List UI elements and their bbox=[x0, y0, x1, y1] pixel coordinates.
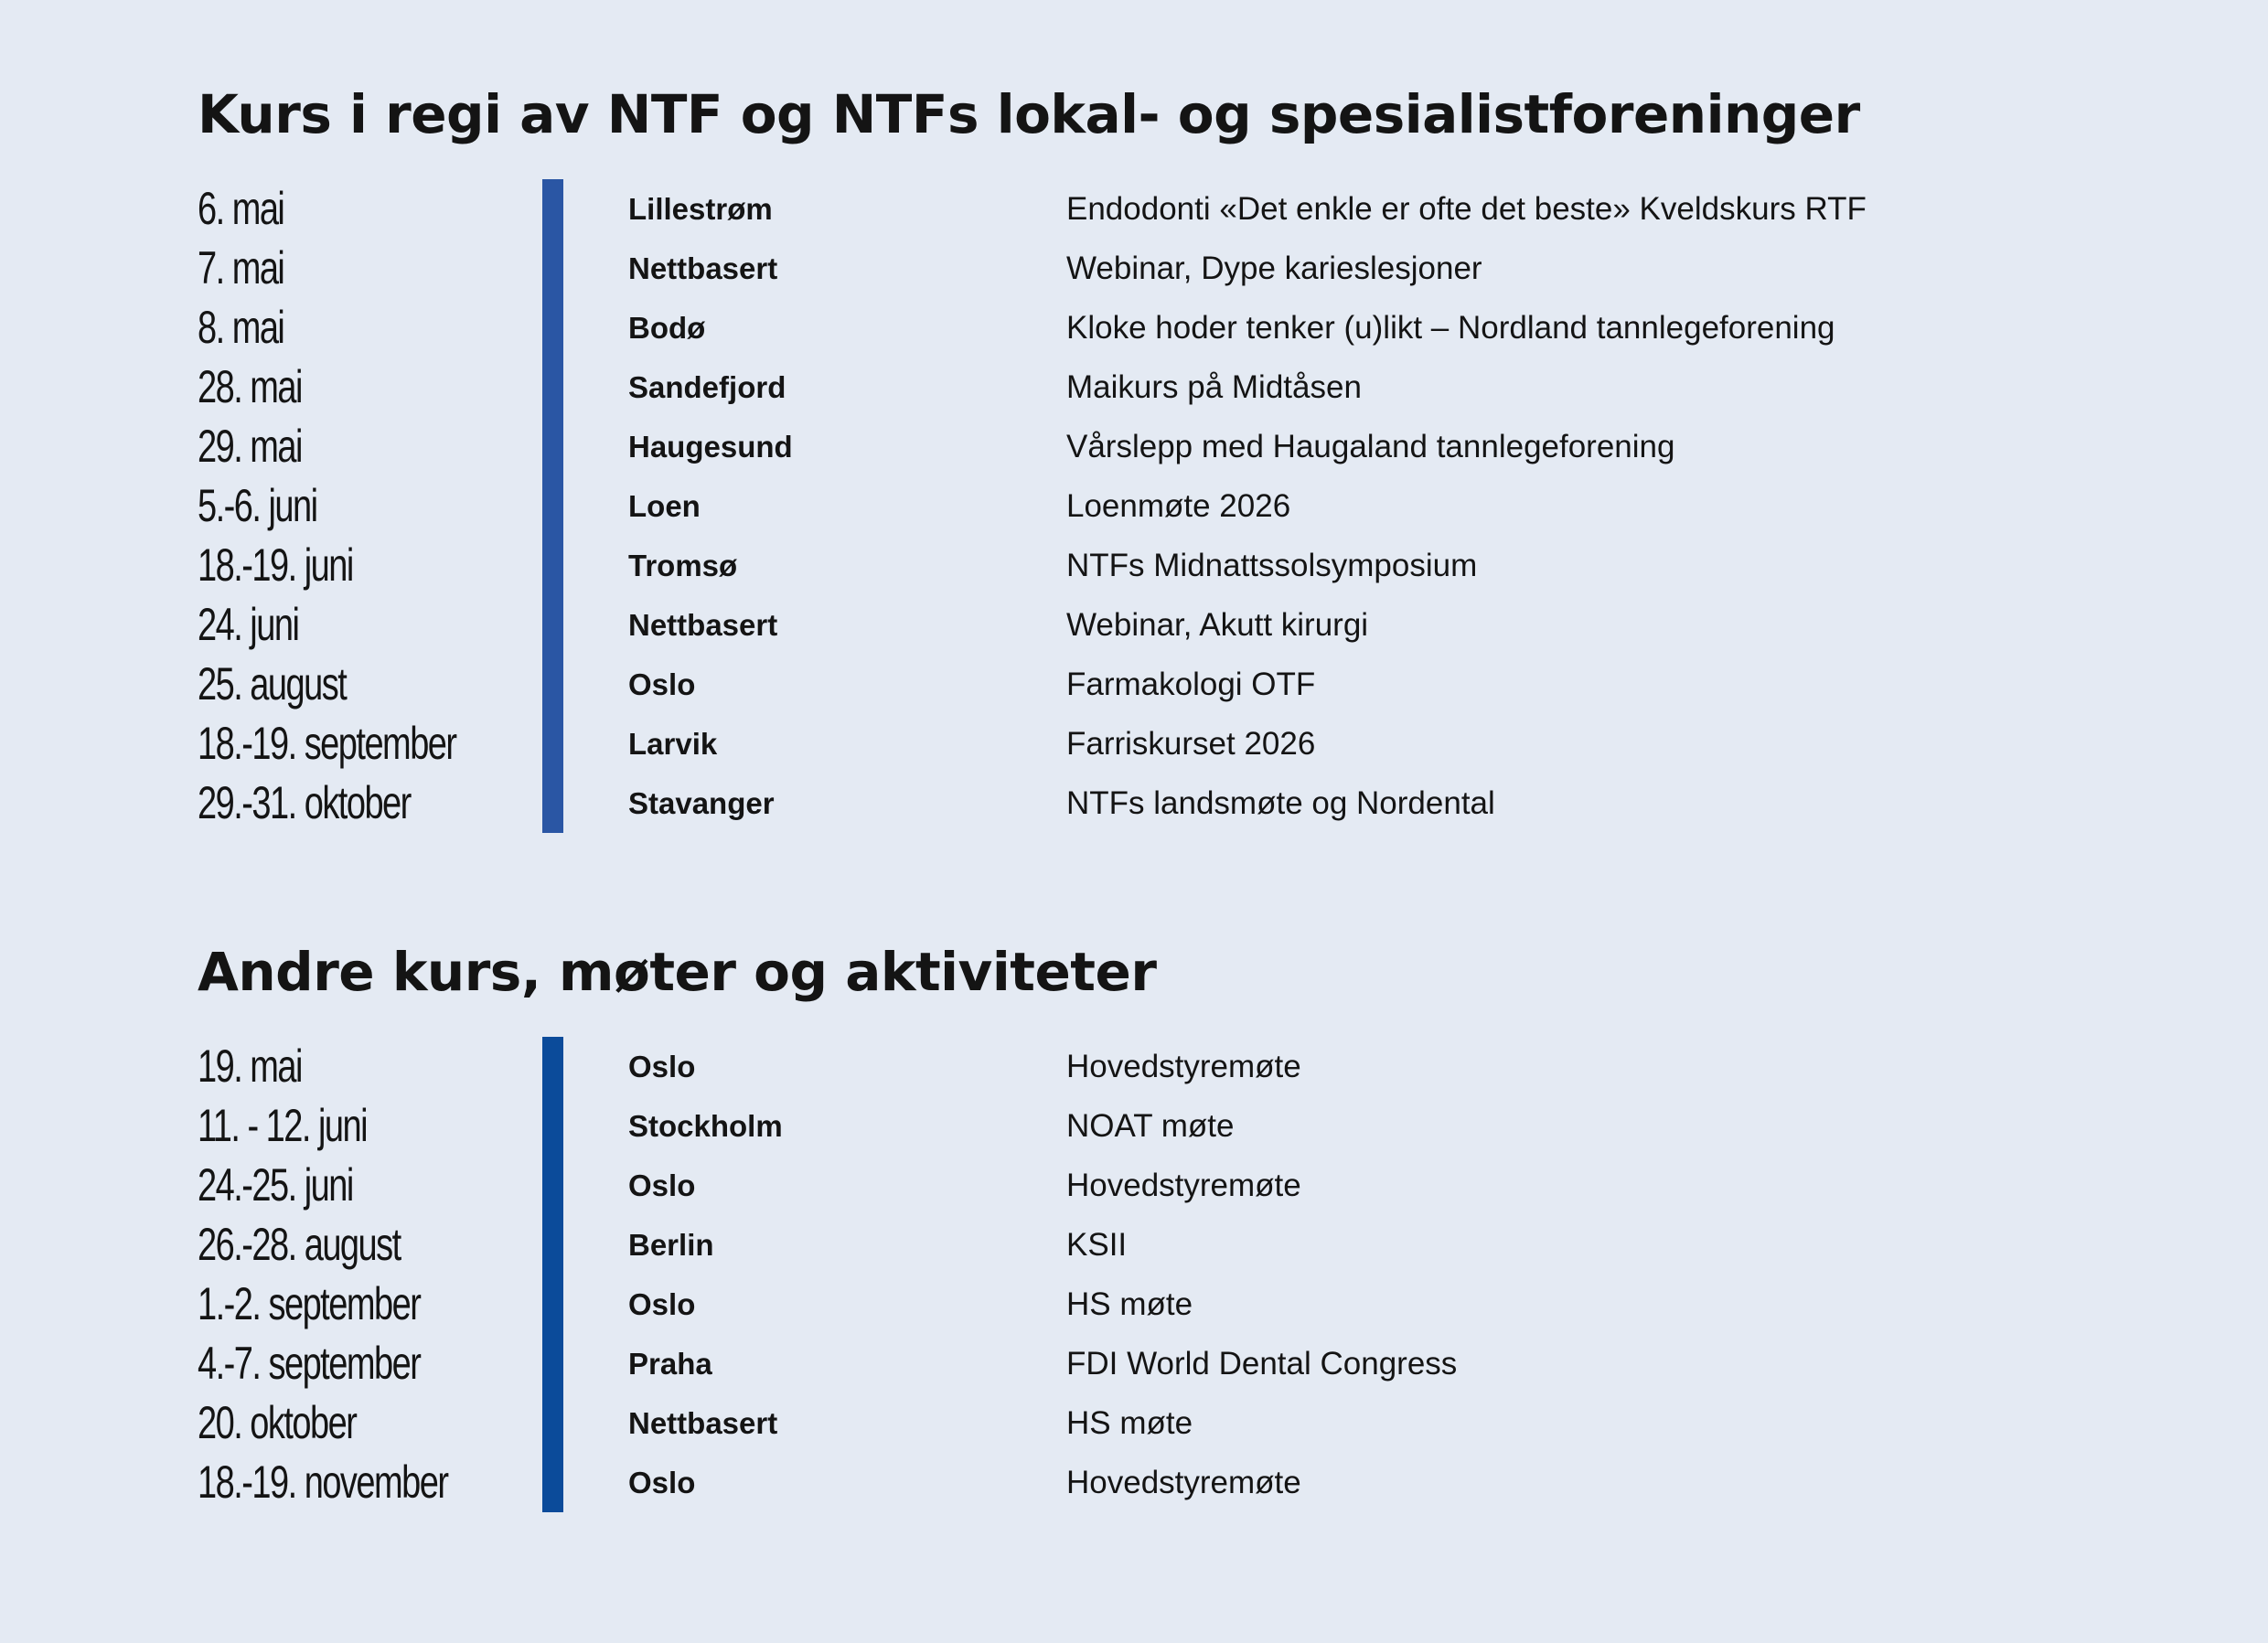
event-date: 29.-31. oktober bbox=[198, 777, 411, 828]
event-place: Oslo bbox=[628, 1050, 696, 1083]
event-date: 18.-19. juni bbox=[198, 539, 353, 591]
event-row bbox=[198, 1334, 2118, 1393]
event-row bbox=[198, 476, 2118, 536]
event-date: 4.-7. september bbox=[198, 1338, 421, 1389]
section-title: Andre kurs, møter og aktiviteter bbox=[198, 941, 1157, 1003]
event-row bbox=[198, 357, 2118, 417]
event-row bbox=[198, 1037, 2118, 1096]
event-place: Nettbasert bbox=[628, 1406, 778, 1440]
event-place: Loen bbox=[628, 489, 701, 523]
event-row bbox=[198, 1156, 2118, 1215]
event-description: Loenmøte 2026 bbox=[1066, 488, 1291, 524]
event-place: Haugesund bbox=[628, 430, 793, 464]
event-date: 24. juni bbox=[198, 599, 299, 650]
event-row bbox=[198, 1275, 2118, 1334]
event-row bbox=[198, 655, 2118, 714]
event-description: KSII bbox=[1066, 1227, 1128, 1263]
event-date: 1.-2. september bbox=[198, 1278, 421, 1329]
event-description: Endodonti «Det enkle er ofte det beste» Kveldskurs RTF bbox=[1066, 191, 1867, 227]
event-description: HS møte bbox=[1066, 1405, 1193, 1441]
event-row bbox=[198, 417, 2118, 476]
event-place: Tromsø bbox=[628, 549, 738, 582]
event-description: HS møte bbox=[1066, 1286, 1193, 1322]
section-title: Kurs i regi av NTF og NTFs lokal- og spesialistforeninger bbox=[198, 83, 1860, 145]
event-description: FDI World Dental Congress bbox=[1066, 1346, 1458, 1382]
event-date: 26.-28. august bbox=[198, 1219, 401, 1270]
event-row bbox=[198, 1096, 2118, 1156]
event-row bbox=[198, 239, 2118, 298]
event-row bbox=[198, 773, 2118, 833]
event-date: 11. - 12. juni bbox=[198, 1100, 368, 1151]
section-ntf-courses bbox=[198, 83, 2118, 828]
event-date: 6. mai bbox=[198, 183, 284, 234]
event-place: Praha bbox=[628, 1347, 712, 1381]
event-place: Lillestrøm bbox=[628, 192, 773, 226]
event-place: Berlin bbox=[628, 1228, 714, 1262]
event-place: Nettbasert bbox=[628, 251, 778, 285]
event-description: NTFs Midnattssolsymposium bbox=[1066, 548, 1478, 583]
event-date: 18.-19. november bbox=[198, 1456, 448, 1508]
event-place: Stockholm bbox=[628, 1109, 783, 1143]
event-row bbox=[198, 536, 2118, 595]
event-description: Hovedstyremøte bbox=[1066, 1168, 1301, 1203]
event-date: 20. oktober bbox=[198, 1397, 357, 1448]
event-description: Webinar, Dype karieslesjoner bbox=[1066, 251, 1482, 286]
event-row bbox=[198, 1393, 2118, 1453]
event-date: 8. mai bbox=[198, 302, 284, 353]
event-date: 7. mai bbox=[198, 242, 284, 293]
event-date: 25. august bbox=[198, 658, 347, 709]
event-place: Larvik bbox=[628, 727, 718, 761]
event-place: Oslo bbox=[628, 1466, 696, 1499]
event-description: Kloke hoder tenker (u)likt – Nordland tannlegeforening bbox=[1066, 310, 1835, 346]
event-place: Stavanger bbox=[628, 786, 775, 820]
event-row bbox=[198, 179, 2118, 239]
event-date: 5.-6. juni bbox=[198, 480, 317, 531]
event-description: NOAT møte bbox=[1066, 1108, 1235, 1144]
event-place: Sandefjord bbox=[628, 370, 786, 404]
event-description: Hovedstyremøte bbox=[1066, 1049, 1301, 1084]
event-place: Oslo bbox=[628, 1287, 696, 1321]
event-place: Oslo bbox=[628, 1168, 696, 1202]
event-row bbox=[198, 1215, 2118, 1275]
event-row bbox=[198, 298, 2118, 357]
event-row bbox=[198, 595, 2118, 655]
event-date: 29. mai bbox=[198, 421, 302, 472]
event-description: Webinar, Akutt kirurgi bbox=[1066, 607, 1369, 643]
event-row bbox=[198, 714, 2118, 773]
section-other-activities bbox=[198, 941, 2118, 1508]
event-row bbox=[198, 1453, 2118, 1512]
event-date: 19. mai bbox=[198, 1040, 302, 1092]
event-date: 28. mai bbox=[198, 361, 302, 412]
event-place: Nettbasert bbox=[628, 608, 778, 642]
event-description: Farriskurset 2026 bbox=[1066, 726, 1316, 762]
event-description: Hovedstyremøte bbox=[1066, 1465, 1301, 1500]
event-description: Vårslepp med Haugaland tannlegeforening bbox=[1066, 429, 1675, 464]
event-date: 18.-19. september bbox=[198, 718, 456, 769]
event-place: Bodø bbox=[628, 311, 706, 345]
event-description: Maikurs på Midtåsen bbox=[1066, 369, 1362, 405]
event-place: Oslo bbox=[628, 667, 696, 701]
event-date: 24.-25. juni bbox=[198, 1159, 353, 1211]
event-description: NTFs landsmøte og Nordental bbox=[1066, 785, 1495, 821]
event-description: Farmakologi OTF bbox=[1066, 667, 1316, 702]
